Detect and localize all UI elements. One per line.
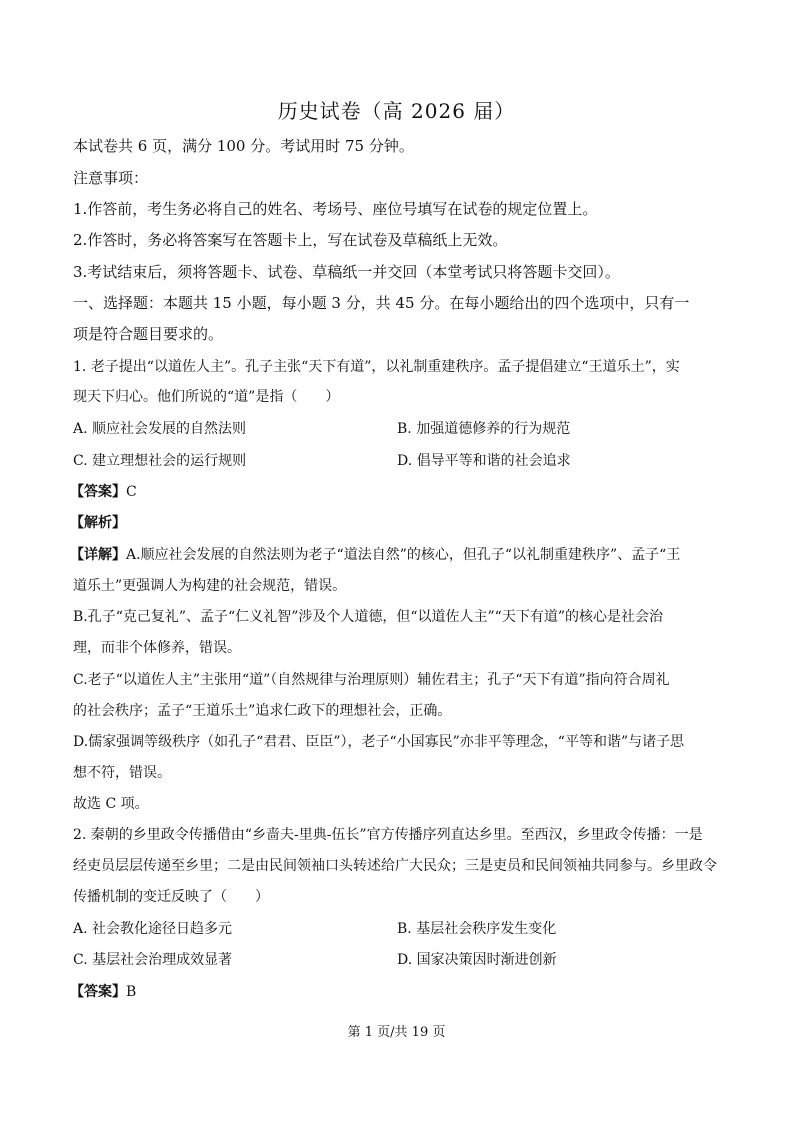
question-2-stem-cont: 经吏员层层传递至乡里；二是由民间领袖口头转述给广大民众；三是吏员和民间领袖共同参与。乡里政令 bbox=[73, 858, 717, 874]
question-2-stem: 2. 秦朝的乡里政令传播借由“乡啬夫-里典-伍长”官方传播序列直达乡里。至西汉，乡里政令传播：一是 bbox=[73, 827, 703, 843]
answer-value: B bbox=[126, 984, 137, 1000]
notice-item: 1.作答前，考生务必将自己的姓名、考场号、座位号填写在试卷的规定位置上。 bbox=[73, 200, 598, 218]
q1-option-c: C. 建立理想社会的运行规则 bbox=[73, 453, 247, 469]
question-1-stem-cont: 现天下归心。他们所说的“道”是指（ ） bbox=[73, 389, 340, 405]
page-number: 第 1 页/共 19 页 bbox=[347, 1025, 446, 1040]
q1-detail-line: C.老子“以道佐人主”主张用“道”（自然规律与治理原则）辅佐君主；孔子“天下有道”指向符合周礼 bbox=[73, 672, 670, 688]
detail-text: A.顺应社会发展的自然法则为老子“道法自然”的核心，但孔子“以礼制重建秩序”、孟子“王 bbox=[126, 547, 681, 563]
q1-answer bbox=[70, 483, 137, 501]
q1-option-a: A. 顺应社会发展的自然法则 bbox=[73, 421, 247, 437]
detail-tag: 【详解】 bbox=[70, 547, 126, 563]
q1-detail-line: B.孔子“克己复礼”、孟子“仁义礼智”涉及个人道德，但“以道佐人主”“天下有道”的核心是社会治 bbox=[73, 609, 663, 625]
q1-conclusion: 故选 C 项。 bbox=[73, 796, 149, 812]
question-1-stem: 1. 老子提出“以道佐人主”。孔子主张“天下有道”，以礼制重建秩序。孟子提倡建立“王道乐土”，实 bbox=[73, 359, 680, 375]
q2-option-c: C. 基层社会治理成效显著 bbox=[73, 952, 233, 968]
question-2-stem-cont: 传播机制的变迁反映了（ ） bbox=[73, 889, 269, 905]
q1-detail-line: 理，而非个体修养，错误。 bbox=[73, 640, 241, 656]
notice-item: 2.作答时，务必将答案写在答题卡上，写在试卷及草稿纸上无效。 bbox=[73, 231, 508, 249]
q1-option-b: B. 加强道德修养的行为规范 bbox=[397, 421, 571, 437]
q1-option-d: D. 倡导平等和谐的社会追求 bbox=[397, 453, 571, 469]
exam-intro: 本试卷共 6 页，满分 100 分。考试用时 75 分钟。 bbox=[73, 137, 414, 155]
notice-heading: 注意事项： bbox=[73, 169, 149, 187]
q2-option-b: B. 基层社会秩序发生变化 bbox=[397, 921, 557, 937]
q1-analysis-tag bbox=[70, 514, 126, 532]
answer-value: C bbox=[126, 484, 137, 500]
q1-detail-line: 道乐土”更强调人为构建的社会规范，错误。 bbox=[73, 578, 347, 594]
q1-detail-line bbox=[70, 546, 680, 564]
section-heading: 一、选择题：本题共 15 小题，每小题 3 分，共 45 分。在每小题给出的四个选项中，只有一 bbox=[73, 294, 690, 312]
q2-option-d: D. 国家决策因时渐进创新 bbox=[397, 952, 557, 968]
section-heading-cont: 项是符合题目要求的。 bbox=[73, 325, 224, 343]
q1-detail-line: 想不符，错误。 bbox=[73, 765, 171, 781]
q2-option-a: A. 社会教化途径日趋多元 bbox=[73, 921, 233, 937]
notice-item: 3.考试结束后，须将答题卡、试卷、草稿纸一并交回（本堂考试只将答题卡交回）。 bbox=[73, 263, 620, 281]
page-title: 历史试卷（高 2026 届） bbox=[277, 99, 516, 123]
q2-answer bbox=[70, 983, 136, 1001]
q1-detail-line: D.儒家强调等级秩序（如孔子“君君、臣臣”），老子“小国寡民”亦非平等理念，“平等和谐”与诸子思 bbox=[73, 734, 685, 750]
answer-tag: 【答案】 bbox=[70, 984, 126, 1000]
answer-tag: 【答案】 bbox=[70, 484, 126, 500]
analysis-tag: 【解析】 bbox=[70, 515, 126, 531]
q1-detail-line: 的社会秩序；孟子“王道乐土”追求仁政下的理想社会，正确。 bbox=[73, 703, 452, 719]
